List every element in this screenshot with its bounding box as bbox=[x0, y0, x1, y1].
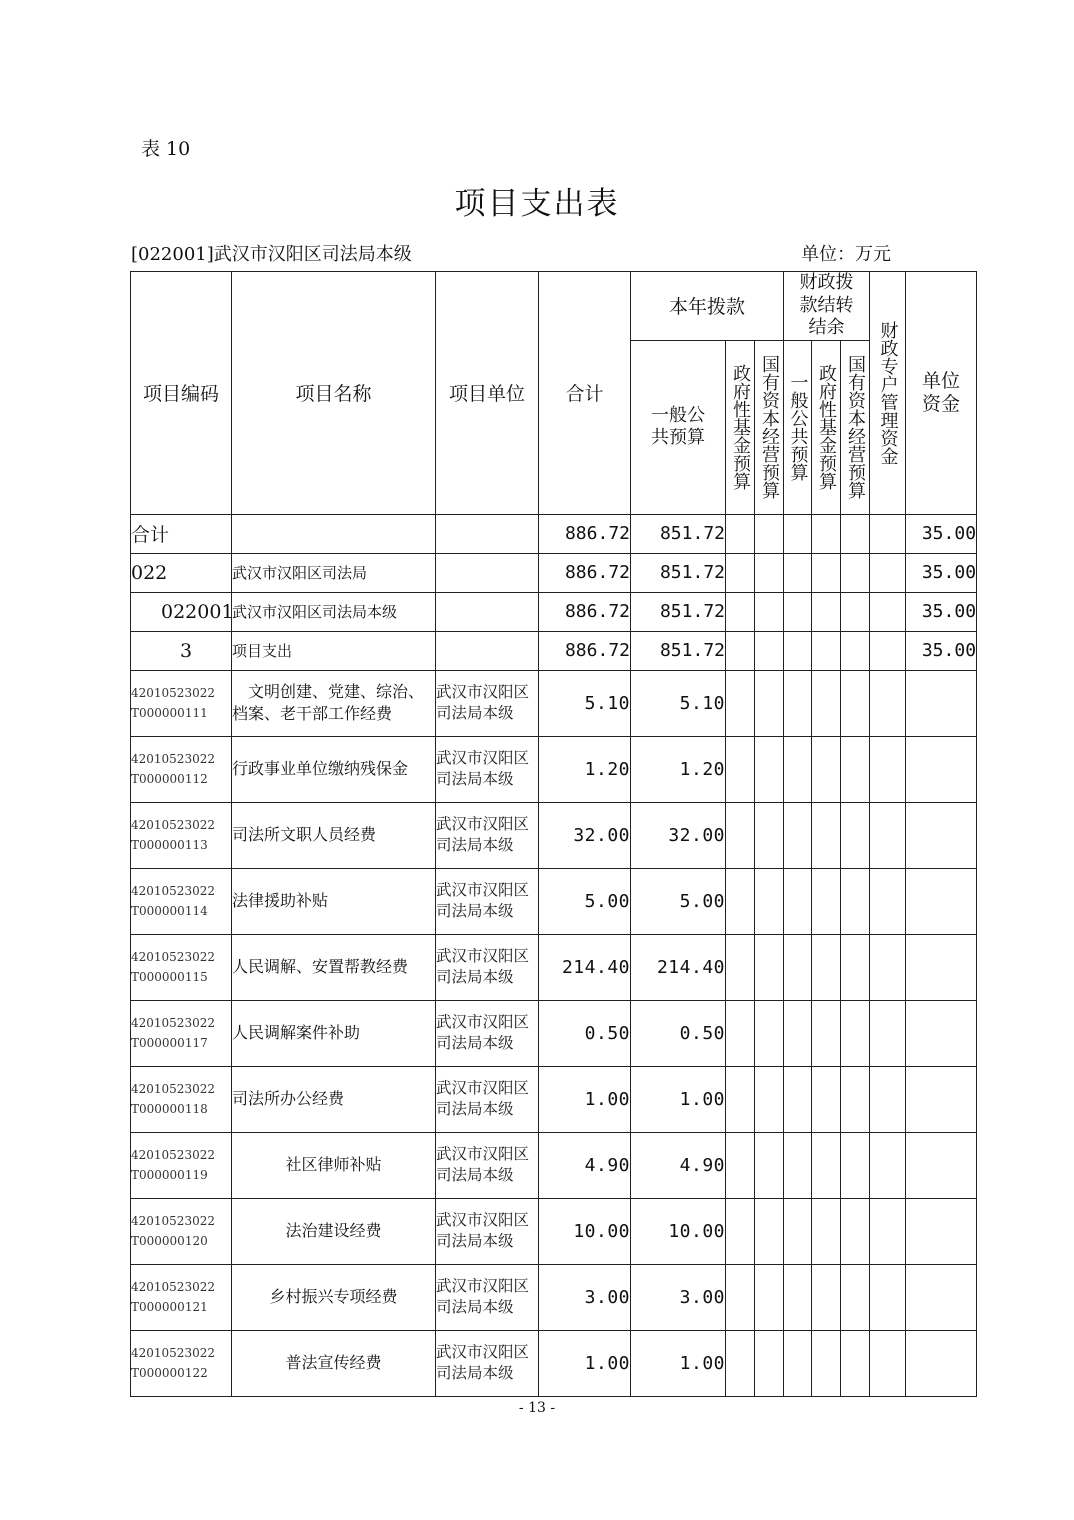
table-row bbox=[131, 1264, 977, 1330]
project-unit: 武汉市汉阳区司法局本级 bbox=[436, 802, 539, 868]
organization-label: [022001]武汉市汉阳区司法局本级 bbox=[131, 244, 412, 265]
table-row bbox=[131, 1066, 977, 1132]
project-name: 文明创建、党建、综治、档案、老干部工作经费 bbox=[232, 670, 436, 736]
row-total: 886.72 bbox=[539, 514, 631, 553]
project-name: 人民调解、安置帮教经费 bbox=[232, 934, 436, 1000]
project-total: 1.20 bbox=[539, 736, 631, 802]
project-code: 42010523022 T000000119 bbox=[131, 1132, 232, 1198]
project-unit: 武汉市汉阳区司法局本级 bbox=[436, 868, 539, 934]
project-general: 4.90 bbox=[631, 1132, 726, 1198]
project-code: 42010523022 T000000117 bbox=[131, 1000, 232, 1066]
project-name: 普法宣传经费 bbox=[232, 1330, 436, 1396]
table-row bbox=[131, 868, 977, 934]
table-row bbox=[131, 736, 977, 802]
table-row bbox=[131, 670, 977, 736]
project-total: 10.00 bbox=[539, 1198, 631, 1264]
project-code: 42010523022 T000000118 bbox=[131, 1066, 232, 1132]
header-name: 项目名称 bbox=[232, 272, 436, 515]
header-general-budget: 一般公共预算 bbox=[631, 340, 726, 514]
project-name: 法治建设经费 bbox=[232, 1198, 436, 1264]
project-total: 214.40 bbox=[539, 934, 631, 1000]
project-total: 1.00 bbox=[539, 1066, 631, 1132]
project-unit: 武汉市汉阳区司法局本级 bbox=[436, 1330, 539, 1396]
row-code: 3 bbox=[131, 631, 232, 670]
project-total: 4.90 bbox=[539, 1132, 631, 1198]
project-general: 10.00 bbox=[631, 1198, 726, 1264]
project-name: 法律援助补贴 bbox=[232, 868, 436, 934]
header-total: 合计 bbox=[539, 272, 631, 515]
row-total: 886.72 bbox=[539, 592, 631, 631]
table-row bbox=[131, 1132, 977, 1198]
header-state-capital: 国有资本经营预算 bbox=[755, 340, 784, 514]
row-unit-funds: 35.00 bbox=[906, 514, 977, 553]
project-expenditure-table bbox=[130, 271, 977, 1397]
project-unit: 武汉市汉阳区司法局本级 bbox=[436, 670, 539, 736]
project-code: 42010523022 T000000120 bbox=[131, 1198, 232, 1264]
row-general: 851.72 bbox=[631, 553, 726, 592]
header-carry-general: 一般公共预算 bbox=[784, 340, 812, 514]
table-row-unit bbox=[131, 592, 977, 631]
project-name: 人民调解案件补助 bbox=[232, 1000, 436, 1066]
project-general: 1.00 bbox=[631, 1330, 726, 1396]
project-name: 司法所办公经费 bbox=[232, 1066, 436, 1132]
header-unit-funds: 单位资金 bbox=[906, 272, 977, 515]
row-name: 项目支出 bbox=[232, 631, 436, 670]
header-unit: 项目单位 bbox=[436, 272, 539, 515]
project-unit: 武汉市汉阳区司法局本级 bbox=[436, 934, 539, 1000]
header-special-account: 财政专户管理资金 bbox=[870, 272, 906, 515]
row-general: 851.72 bbox=[631, 514, 726, 553]
project-code: 42010523022 T000000112 bbox=[131, 736, 232, 802]
project-unit: 武汉市汉阳区司法局本级 bbox=[436, 736, 539, 802]
row-code: 022 bbox=[131, 553, 232, 592]
row-name bbox=[232, 514, 436, 553]
project-code: 42010523022 T000000111 bbox=[131, 670, 232, 736]
row-unit-funds: 35.00 bbox=[906, 631, 977, 670]
table-row bbox=[131, 1330, 977, 1396]
row-total: 886.72 bbox=[539, 553, 631, 592]
header-carry-gov-fund: 政府性基金预算 bbox=[812, 340, 841, 514]
project-unit: 武汉市汉阳区司法局本级 bbox=[436, 1198, 539, 1264]
page-title: 项目支出表 bbox=[454, 186, 620, 222]
table-row bbox=[131, 802, 977, 868]
project-unit: 武汉市汉阳区司法局本级 bbox=[436, 1000, 539, 1066]
row-code: 合计 bbox=[131, 514, 232, 553]
header-carry-state-capital: 国有资本经营预算 bbox=[841, 340, 870, 514]
project-general: 214.40 bbox=[631, 934, 726, 1000]
table-row-total bbox=[131, 514, 977, 553]
project-name: 司法所文职人员经费 bbox=[232, 802, 436, 868]
project-total: 0.50 bbox=[539, 1000, 631, 1066]
project-general: 3.00 bbox=[631, 1264, 726, 1330]
header-current-year: 本年拨款 bbox=[631, 272, 784, 341]
row-name: 武汉市汉阳区司法局本级 bbox=[232, 592, 436, 631]
row-name: 武汉市汉阳区司法局 bbox=[232, 553, 436, 592]
project-unit: 武汉市汉阳区司法局本级 bbox=[436, 1132, 539, 1198]
project-name: 行政事业单位缴纳残保金 bbox=[232, 736, 436, 802]
table-row bbox=[131, 1198, 977, 1264]
project-total: 5.10 bbox=[539, 670, 631, 736]
project-code: 42010523022 T000000122 bbox=[131, 1330, 232, 1396]
row-total: 886.72 bbox=[539, 631, 631, 670]
project-name: 社区律师补贴 bbox=[232, 1132, 436, 1198]
project-code: 42010523022 T000000113 bbox=[131, 802, 232, 868]
table-row bbox=[131, 1000, 977, 1066]
project-total: 32.00 bbox=[539, 802, 631, 868]
project-code: 42010523022 T000000114 bbox=[131, 868, 232, 934]
project-general: 0.50 bbox=[631, 1000, 726, 1066]
row-unit-funds: 35.00 bbox=[906, 553, 977, 592]
project-total: 5.00 bbox=[539, 868, 631, 934]
table-number: 表 10 bbox=[141, 138, 191, 160]
row-general: 851.72 bbox=[631, 631, 726, 670]
project-total: 1.00 bbox=[539, 1330, 631, 1396]
page-number: - 13 - bbox=[518, 1400, 556, 1416]
table-row bbox=[131, 934, 977, 1000]
header-gov-fund: 政府性基金预算 bbox=[726, 340, 755, 514]
table-row-dept bbox=[131, 553, 977, 592]
project-general: 5.10 bbox=[631, 670, 726, 736]
project-code: 42010523022 T000000121 bbox=[131, 1264, 232, 1330]
project-general: 1.00 bbox=[631, 1066, 726, 1132]
row-code: 022001 bbox=[131, 592, 232, 631]
table-row-project-expenditure bbox=[131, 631, 977, 670]
project-name: 乡村振兴专项经费 bbox=[232, 1264, 436, 1330]
unit-label: 单位：万元 bbox=[801, 244, 891, 265]
row-general: 851.72 bbox=[631, 592, 726, 631]
row-unit-funds: 35.00 bbox=[906, 592, 977, 631]
project-code: 42010523022 T000000115 bbox=[131, 934, 232, 1000]
project-unit: 武汉市汉阳区司法局本级 bbox=[436, 1264, 539, 1330]
project-general: 1.20 bbox=[631, 736, 726, 802]
project-total: 3.00 bbox=[539, 1264, 631, 1330]
project-general: 5.00 bbox=[631, 868, 726, 934]
header-code: 项目编码 bbox=[131, 272, 232, 515]
header-carryover: 财政拨款结转结余 bbox=[784, 272, 870, 341]
project-unit: 武汉市汉阳区司法局本级 bbox=[436, 1066, 539, 1132]
project-general: 32.00 bbox=[631, 802, 726, 868]
